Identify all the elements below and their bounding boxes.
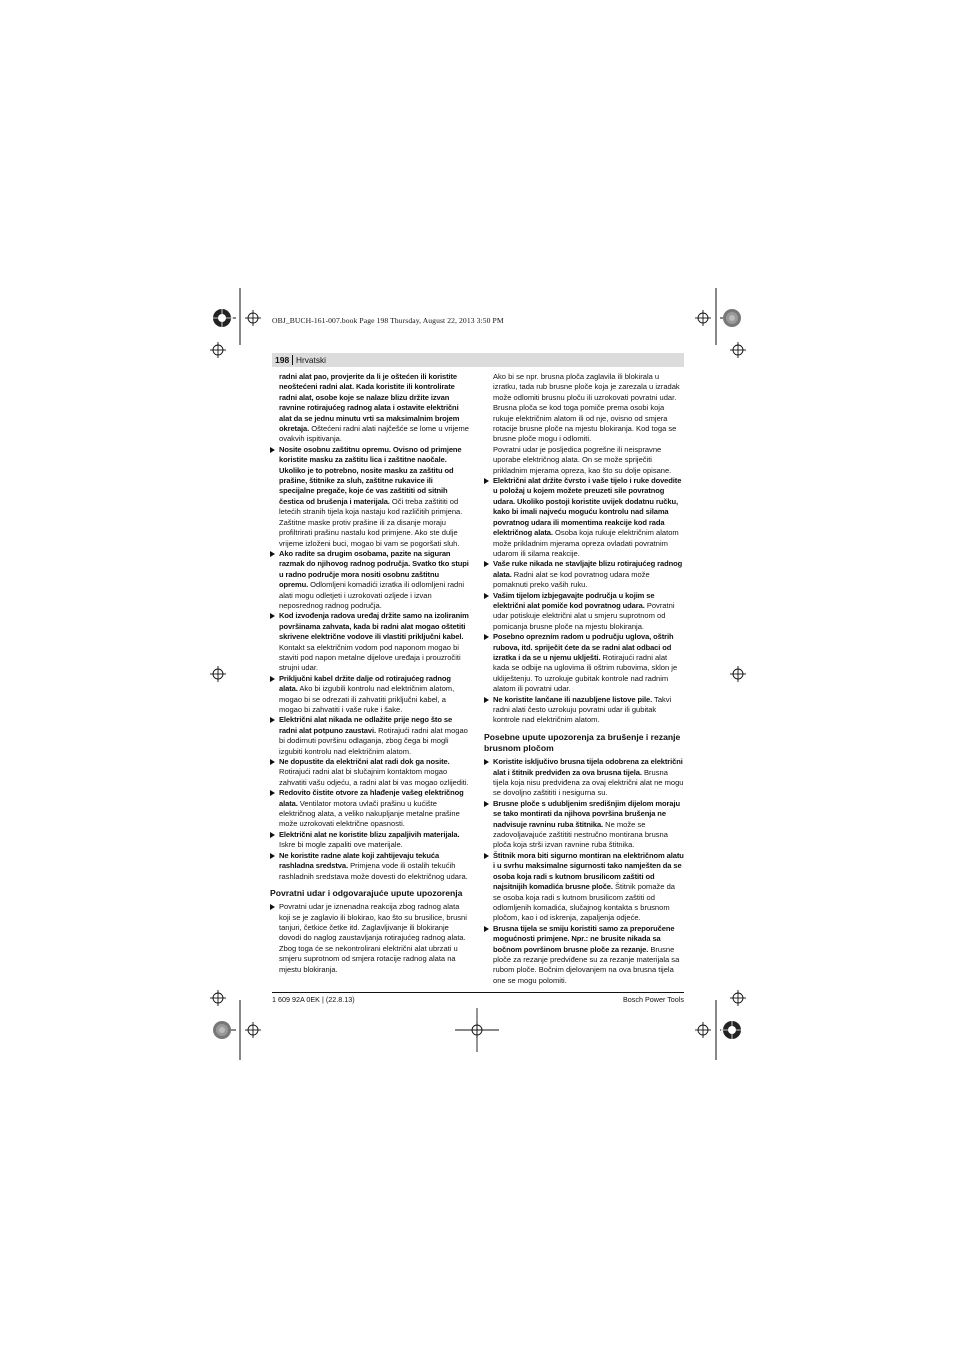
bullet-body-text: Povratni udar je iznenadna reakcija zbog radnog alata koji se je zaglavio ili blokirao, kao što su brusilice, brusni tanjuri, četkice četke itd. Zaglavljivanje ili blokiranje dovodi do naglog zaustavljanja rotirajućeg radnog alata. Zbog toga će se nekontrolirani električni alat ubrzati u smjeru suprotnom od smjera rotacije radnog alata na mjestu blokiranja. [279,902,467,974]
bullet-body-text: Ne može se zadovoljavajuće zaštititi nestručno montirana brusna ploča koja strši izvan ravnine ruba štitnika. [493,819,668,850]
bullet-body-text: Rotirajući radni alat bi slučajnim kontaktom mogao zahvatiti vašu odjeću, a radni alat bi vas mogao ozlijediti. [279,767,469,787]
bullet-item [493,924,684,986]
header-separator [292,355,293,365]
triangle-bullet-icon [270,853,275,859]
bullet-emphasis-text: Redovito čistite otvore za hlađenje vašeg električnog alata. [279,788,464,808]
bullet-body-text: Ventilator motora uvlači prašinu u kućište električnog alata, a veliko nakupljanje metalne prašine može uzrokovati električne opasnosti. [279,798,460,829]
bullet-item [279,757,469,788]
section-heading-grinding: Posebne upute upozorenja za brušenje i rezanje brusnom pločom [484,731,681,754]
intro-paragraph: radni alat pao, provjerite da li je oštećen ili koristite neoštećeni radni alat. Kada koristite ili kontrolirate radni alat, osobe koje se nalaze blizu držite izvan ravnine rotirajućeg radnog alata i ostavite električni alat da se jednu minutu vrti sa maksimalnim brojem okretaja. Oštećeni radni alati najčešće se lome u vrijeme ovakvih ispitivanja. [279,372,469,444]
bullet-body-text: Iskre bi mogle zapaliti ove materijale. [279,840,403,850]
footer-brand: Bosch Power Tools [623,995,684,1004]
page-header-bar [272,353,684,367]
bullet-body-text: Osoba koja rukuje električnim alatom može prikladnim mjerama opreza ovladati povratnim udarom ili silama reakcije. [493,528,679,558]
bullet-body-text: Štitnik pomaže da se osoba koja radi s kutnom brusilicom zaštiti od odlomljenih komadića, slučajnog kontakta s brusnom pločom, kao i od iskrenja, zapaljenja odjeće. [493,882,675,923]
page-number: 198 [275,355,290,365]
bullet-emphasis-text: Priključni kabel držite dalje od rotirajućeg radnog alata. [279,673,451,694]
bullet-item [279,445,469,549]
bullet-body-text: Odlomljeni komadići izratka ili odlomljeni radni alati mogu odletjeti i uzrokovati ozljede i izvan neposrednog radnog područja. [279,580,465,610]
bullet-item [279,830,469,851]
triangle-bullet-icon [484,853,489,859]
triangle-bullet-icon [270,832,275,838]
triangle-bullet-icon [484,478,489,484]
triangle-bullet-icon [270,551,275,557]
bullet-emphasis-text: Električni alat ne koristite blizu zapaljivih materijala. [279,829,460,839]
triangle-bullet-icon [484,759,489,765]
bullet-body-text: Povratni udar potiskuje električni alat u smjeru suprotnom od pomicanja brusne ploče na mjestu blokiranja. [493,600,675,631]
bullet-emphasis-text: Kod izvođenja radova uređaj držite samo na izoliranim površinama zahvata, kada bi radni alat mogao oštetiti skrivene električne vodove ili vlastiti priključni kabel. [279,611,469,642]
bullet-item [279,674,469,716]
safety-bullet-list [279,445,469,882]
grinding-bullet-list [493,757,684,986]
bullet-body-text: Ako bi izgubili kontrolu nad električnim alatom, mogao bi se odrezati ili zahvatiti priključni kabel, a mogao bi zahvatiti i vaše ruke i šake. [279,684,455,714]
footer-rule [272,992,684,993]
bullet-item [493,559,684,590]
bullet-item [279,788,469,830]
bullet-emphasis-text: Ne dopustite da električni alat radi dok ga nosite. [279,757,450,767]
bullet-item [279,549,469,611]
left-column [270,372,469,975]
registration-target-icon [213,1021,231,1039]
bullet-emphasis-text: Ako radite sa drugim osobama, pazite na siguran razmak do njihovog radnog područja. Svatko tko stupi u radno područje mora nositi osobnu zaštitnu opremu. [279,548,469,590]
bullet-body-text: Rotirajući radni alat mogao bi dodirnuti površinu odlaganja, zbog čega bi mogli izgubiti kontrolu nad električnim alatom. [279,725,468,756]
crosshair-icon [730,666,746,682]
bullet-item [493,799,684,851]
bullet-item [279,851,469,882]
bullet-emphasis-text: Električni alat nikada ne odlažite prije nego što se radni alat potpuno zaustavi. [279,715,453,735]
registration-target-icon [211,307,233,329]
bullet-emphasis-text: Vaše ruke nikada ne stavljajte blizu rotirajućeg radnog alata. [493,559,683,579]
bullet-body-text: Oči treba zaštititi od letećih stranih tijela koja nastaju kod različitih primjena. Zaštitne maske protiv prašine ili za disanje moraju profiltrirati prašinu nastalu kod primjene. Ako ste dulje vrijeme izloženi buci, mogao bi vam se pogoršati sluh. [279,496,463,548]
triangle-bullet-icon [270,613,275,619]
bullet-body-text: Takvi radni alati često uzrokuju povratni udar ili gubitak kontrole nad električnim alatom. [493,694,672,725]
crosshair-icon [695,1022,711,1038]
triangle-bullet-icon [484,926,489,932]
kickback-precaution-list [493,476,684,726]
bullet-item [493,591,684,633]
footer-document-code: 1 609 92A 0EK | (22.8.13) [272,995,355,1004]
triangle-bullet-icon [484,801,489,807]
kickback-intro-paragraph: Ako bi se npr. brusna ploča zaglavila ili blokirala u izratku, tada rub brusne ploče koja je zarezala u izradak može odlomiti brusnu ploču ili uzrokovati povratni udar. Brusna ploča se kod toga pomiče prema osobi koja rukuje električnim alatom ili od nje, ovisno od smjera rotacije brusne ploče na mjestu blokiranja. Kod toga se brusne ploče mogu i odlomiti. Povratni udar je posljedica pogrešne ili neispravne uporabe električnog alata. On se može spriječiti prikladnim mjerama opreza, kao što su dolje opisane. [493,372,680,475]
triangle-bullet-icon [270,676,275,682]
bullet-emphasis-text: Posebno oprezním radom u području uglova, oštrih rubova, itd. spriječit ćete da se radni alat odbaci od izratka i da se u njemu uklješti. [493,632,674,662]
triangle-bullet-icon [484,561,489,567]
bullet-emphasis-text: Nosite osobnu zaštitnu opremu. Ovisno od primjene koristite masku za zaštitu lica i zaštitne naočale. Ukoliko je to potrebno, nosite masku za zaštitu od prašine, štitnike za sluh, zaštitne rukavice ili specijalne pregače, koje će vas zaštititi od sitnih čestica od brušenja i materijala. [279,444,462,506]
triangle-bullet-icon [270,447,275,453]
bullet-body-text: Brusna tijela koja nisu predviđena za ovaj električni alat ne mogu se dovoljno zaštititi i nesigurna su. [493,767,684,798]
bullet-item [493,695,684,726]
bullet-emphasis-text: Brusna tijela se smiju koristiti samo za preporučene mogućnosti primjene. Npr.: ne brusite nikada sa bočnom površinom brusne ploče za rezanje. [493,923,675,954]
kickback-bullet-list [279,902,469,975]
triangle-bullet-icon [270,717,275,723]
right-column [484,372,684,986]
bullet-item [279,902,469,975]
triangle-bullet-icon [484,697,489,703]
triangle-bullet-icon [484,593,489,599]
bullet-item [279,611,469,673]
bullet-emphasis-text: Štitnik mora biti sigurno montiran na električnom alatu i u svrhu maksimalne sigurnosti tako namješten da se osoba koja radi s kutnom brusilicom zaštiti od najsitnijih komadića brusne ploče. [493,850,684,892]
bullet-item [493,851,684,924]
bullet-body-text: Kontakt sa električnim vodom pod naponom mogao bi staviti pod napon metalne dijelove uređaja i prouzročiti strujni udar. [279,642,461,673]
crosshair-icon [730,990,746,1006]
bullet-emphasis-text: Brusne ploče s udubljenim središnjim dijelom moraju se tako montirati da njihova površina brušenja ne nadvisuje ravninu ruba štitnika. [493,798,680,829]
registration-target-icon [721,1019,743,1041]
bullet-emphasis-text: Električni alat držite čvrsto i vaše tijelo i ruke dovedite u položaj u kojem možete preuzeti sile povratnog udara. Ukoliko postoji koristite uvijek dodatnu ručku, kako bi imali najveću moguću kontrolu nad silama povratnog udara ili momentima reakcije kod rada električnog alata. [493,476,682,538]
triangle-bullet-icon [270,790,275,796]
registration-target-icon [723,309,741,327]
crosshair-icon [210,990,226,1006]
bullet-item [493,476,684,559]
bullet-body-text: Radni alat se kod povratnog udara može pomaknuti preko vaših ruku. [493,569,650,590]
bullet-item [279,715,469,757]
crosshair-icon [245,310,261,326]
bullet-item [493,757,684,799]
triangle-bullet-icon [270,904,275,910]
bullet-item [493,632,684,694]
triangle-bullet-icon [484,634,489,640]
crosshair-icon [245,1022,261,1038]
bullet-emphasis-text: Vašim tijelom izbjegavajte područja u kojim se električni alat pomiče kod povratnog udara. [493,590,655,610]
bullet-body-text: Rotirajući radni alat kada se odbije na uglovima ili oštrim rubovima, sklon je ukliještenju. To uzrokuje gubitak kontrole nad radnim alatom ili povratni udar. [493,652,678,694]
bullet-emphasis-text: Ne koristite radne alate koji zahtijevaju tekuća rashladna sredstva. [279,850,440,871]
crosshair-icon [695,310,711,326]
bullet-body-text: Primjena vode ili ostalih tekućih rashladnih sredstava može dovesti do električnog udara. [279,861,468,881]
bullet-emphasis-text: Ne koristite lančane ili nazubljene listove pile. [493,694,653,704]
crosshair-icon [210,666,226,682]
crosshair-icon [210,342,226,358]
print-slug-line: OBJ_BUCH-161-007.book Page 198 Thursday, August 22, 2013 3:50 PM [272,316,504,325]
bullet-body-text: Brusne ploče za rezanje predviđene su za rezanje materijala sa rubom ploče. Bočnim djelovanjem na ova brusna tijela one se mogu polomiti. [493,944,680,985]
bullet-emphasis-text: Koristite isključivo brusna tijela odobrena za električni alat i štitnik predviđen za ova brusna tijela. [493,757,683,777]
section-heading-kickback: Povratni udar i odgovarajuće upute upozorenja [270,887,463,898]
crosshair-icon [730,342,746,358]
triangle-bullet-icon [270,759,275,765]
language-label: Hrvatski [296,355,326,365]
